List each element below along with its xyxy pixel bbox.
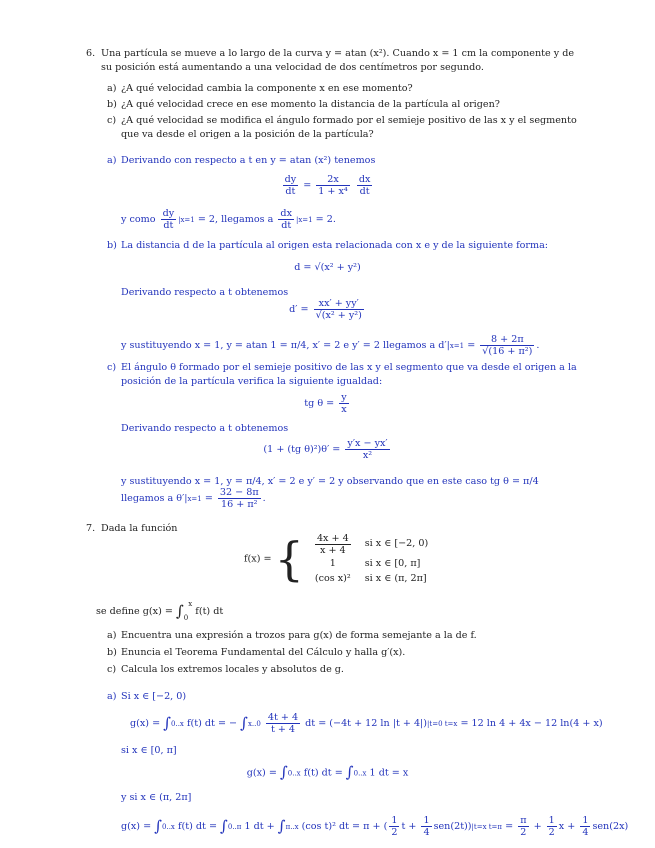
p7-question-b-label: b) [107,647,117,658]
solution-c-result: llegamos a θ′|x=1 = $\frac{32 - 8\pi}{\text{16 + π²}}$ . [121,487,266,511]
solution-b-derive: Derivando respecto a t obtenemos [121,287,289,298]
question-a-label: a) [107,83,117,94]
solution-c-substitution: y sustituyendo x = 1, y = π/4, x′ = 2 e y′ = 2 y observando que en este caso tg θ = π/4 [121,476,539,487]
solution-c-derive: Derivando respecto a t obtenemos [121,423,289,434]
p7-solution-a-equation-2: g(x) = ∫0..x f(t) dt = ∫0..x 1 dt = x [246,763,409,781]
solution-a-label: a) [107,155,117,166]
p7-solution-a-case-1: Si x ∈ [−2, 0) [121,691,187,702]
question-c-text-2: que va desde el origen a la posición de la partícula? [121,129,374,140]
solution-a-text: Derivando con respecto a t en y = atan (x²) tenemos [121,155,376,166]
p7-solution-a-case-3: y si x ∈ (π, 2π] [121,792,192,803]
solution-c-label: c) [107,362,117,373]
p7-question-b-text: Enuncia el Teorema Fundamental del Cálculo y halla g′(x). [121,647,406,658]
solution-c-equation-2: (1 + (tg θ)²)θ′ = $\frac{y'x - yx'}{\text{x²}}$ [263,438,388,462]
solution-a-conclusion: y como $\frac{dy}{dt}$ |x=1 = 2, llegamos a $\frac{dx}{dt}$ |x=1 = 2. [121,208,336,232]
p7-solution-a-label: a) [107,691,117,702]
problem-6-intro-line-1: Una partícula se mueve a lo largo de la curva y = atan (x²). Cuando x = 1 cm la componente y de [101,48,575,59]
p7-question-a-label: a) [107,630,117,641]
solution-b-equation-1: d = √(x² + y²) [294,262,361,273]
solution-c-equation-1: tg θ = $\frac{y}{x}$ [304,392,347,416]
question-c-label: c) [107,115,117,126]
question-c-text-1: ¿A qué velocidad se modifica el ángulo formado por el semieje positivo de las x y el segmento [121,115,577,126]
solution-b-text: La distancia d de la partícula al origen esta relacionada con x e y de la siguiente forma: [121,240,549,251]
problem-6-number: 6. [86,48,96,59]
solution-a-equation: $\frac{dy}{dt}$ = $\frac{2x}{\text{1 + x⁴}}$ $\frac{dx}{dt}$ [284,174,371,198]
solution-b-equation-2: d′ = $\frac{xx' + yy'}{\text{√(x² + y²)}}$ [289,298,362,322]
solution-b-label: b) [107,240,117,251]
piecewise-function: f(x) = { $\frac{4x + 4}{x + 4}$ si x ∈ [−2, 0) 1 si x ∈ [0, π] (cos x)² si x ∈ (π, 2π] [244,532,429,586]
g-definition: se define $g(x) = \int_0^x$ f(t) dt [96,600,224,622]
p7-question-a-text: Encuentra una expresión a trozos para g(x) de forma semejante a la de f. [121,630,477,641]
solution-b-substitution: y sustituyendo x = 1, y = atan 1 = π/4, x′ = 2 e y′ = 2 llegamos a d′|x=1 = $\frac{8 + 2\pi}{\text{√(16 + π²)}}$ . [121,334,540,358]
problem-6-intro-line-2: su posición está aumentando a una velocidad de dos centímetros por segundo. [101,62,484,73]
problem-7-number: 7. [86,523,96,534]
p7-solution-a-equation-1: g(x) = ∫0..x f(t) dt = − ∫x..0 $\frac{4t + 4}{t + 4}$ dt = (−4t + 12 ln |t + 4|)|t=0 t=x = 12 ln 4 + 4x − 12 ln(4 + x) [130,712,603,736]
p7-solution-a-case-2: si x ∈ [0, π] [121,745,177,756]
p7-question-c-text: Calcula los extremos locales y absolutos de g. [121,664,344,675]
solution-c-text-1: El ángulo θ formado por el semieje positivo de las x y el segmento que va desde el origen a la [121,362,577,373]
p7-question-c-label: c) [107,664,117,675]
solution-c-text-2: posición de la partícula verifica la siguiente igualdad: [121,376,383,387]
question-b-label: b) [107,99,117,110]
question-b-text: ¿A qué velocidad crece en ese momento la distancia de la partícula al origen? [121,99,500,110]
p7-solution-a-equation-3: g(x) = ∫0..x f(t) dt = ∫0..π 1 dt + ∫π..x (cos t)² dt = π + ( $\frac{1}{2}$ t + $\frac{1}{4}$ sen(2t))|t=x t=π = $\frac{\pi}{2}$ + $\frac{1}{2}$ x + $\frac{1}{4}$ sen(2x) [121,815,629,839]
question-a-text: ¿A qué velocidad cambia la componente x en ese momento? [121,83,413,94]
problem-7-intro: Dada la función [101,523,178,534]
